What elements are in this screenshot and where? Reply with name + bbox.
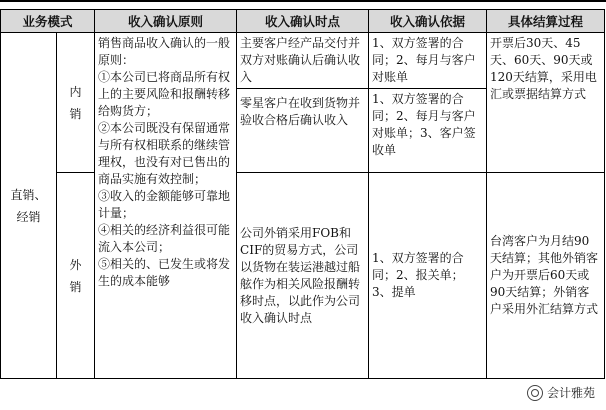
table-row (1, 173, 605, 379)
domestic-basis-b-cell (369, 89, 487, 173)
header-principle: 收入确认原则 (95, 10, 237, 33)
export-channel-cell (57, 173, 95, 379)
export-basis-cell (369, 173, 487, 379)
top-rule (0, 0, 606, 2)
export-timing-text: 公司外销采用FOB和CIF的贸易方式，公司以货物在装运港越过船舷作为相关风险报酬转移时点，以此作为公司收入确认时点 (240, 225, 361, 325)
domestic-basis-b-text: 1、双方签署的合同；2、每月与客户对账单；3、客户签收单 (372, 92, 476, 157)
export-settlement-cell (487, 173, 605, 379)
principle-text: 销售商品收入确认的一般原则： ①本公司已将商品所有权上的主要风险和报酬转移给购货方； ②本公司既没有保留通常与所有权相联系的继续管理权，也没有对已售出的商品实施有效控制； ③收入的金额能够可靠地计量； ④相关的经济利益很可能流入本公司； ⑤相关的、已发生或将发生的成本能够 (98, 36, 231, 288)
export-timing-cell (237, 173, 369, 379)
export-channel-text: 外 销 (69, 257, 82, 294)
header-basis: 收入确认依据 (369, 10, 487, 33)
domestic-basis-a-text: 1、双方签署的合同；2、每月与客户对账单 (372, 36, 476, 84)
domestic-timing-a-text: 主要客户经产品交付并双方对账确认后确认收入 (240, 36, 361, 84)
header-timing: 收入确认时点 (237, 10, 369, 33)
watermark (524, 383, 598, 402)
domestic-channel-text: 内 销 (69, 84, 82, 121)
revenue-recognition-table (0, 9, 605, 379)
header-row (1, 10, 605, 33)
watermark-text: 会计雅苑 (546, 386, 595, 400)
export-settlement-text: 台湾客户为月结90天结算；其他外销客户为开票后60天或90天结算；外销客户采用外汇结算方式 (490, 234, 599, 316)
business-mode-text: 直销、 经销 (10, 187, 47, 224)
header-business-mode: 业务模式 (1, 10, 95, 33)
wechat-logo-icon (527, 385, 543, 401)
domestic-timing-b-text: 零星客户在收到货物并验收合格后确认收入 (240, 96, 361, 127)
principle-cell (95, 33, 237, 379)
business-mode-cell (1, 33, 57, 379)
domestic-timing-b-cell (237, 89, 369, 173)
domestic-settlement-cell (487, 33, 605, 173)
header-settlement: 具体结算过程 (487, 10, 605, 33)
table-row (1, 33, 605, 89)
domestic-settlement-text: 开票后30天、45天、60天、90天或120天结算，采用电汇或票据结算方式 (490, 36, 597, 101)
domestic-channel-cell (57, 33, 95, 173)
domestic-timing-a-cell (237, 33, 369, 89)
domestic-basis-a-cell (369, 33, 487, 89)
export-basis-text: 1、双方签署的合同；2、报关单；3、提单 (372, 251, 464, 299)
